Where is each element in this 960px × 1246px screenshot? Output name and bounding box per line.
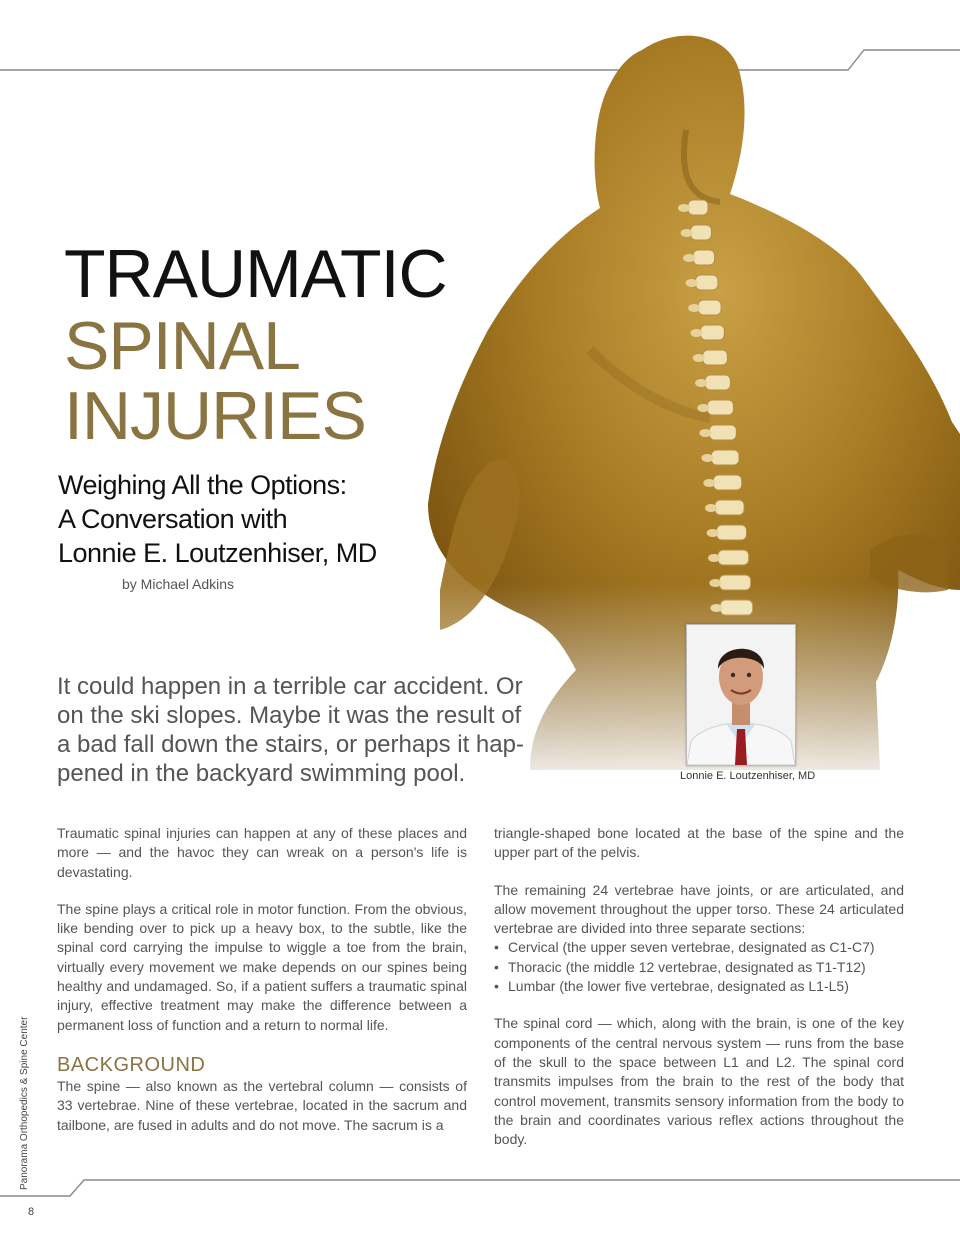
subtitle [58,468,438,570]
title-line-3: INJURIES [64,378,366,454]
lead-paragraph [57,672,537,788]
list-item: • Thoracic (the middle 12 vertebrae, designated as T1-T12) [494,958,904,977]
publication-name-vertical: Panorama Orthopedics & Spine Center [19,1016,30,1190]
photo-caption: Lonnie E. Loutzenhiser, MD [680,770,816,782]
list-item: • Cervical (the upper seven vertebrae, designated as C1-C7) [494,938,904,957]
subtitle-line-3: Lonnie E. Loutzenhiser, MD [58,538,377,568]
vertebrae-section-list [494,938,904,996]
title-line-1: TRAUMATIC [64,236,447,312]
lead-line-1: It could happen in a terrible car accident. Or [57,673,523,700]
body-column-right [494,824,904,1167]
body-paragraph: triangle-shaped bone located at the base of the spine and the upper part of the pelvis. [494,825,904,861]
lead-line-2: on the ski slopes. Maybe it was the result of [57,702,522,729]
body-paragraph: Traumatic spinal injuries can happen at any of these places and more — and the havoc they can wreak on a person's life is devastating. [57,825,467,880]
lead-line-3: a bad fall down the stairs, or perhaps it hap- [57,731,524,758]
section-heading-background: BACKGROUND [57,1053,206,1076]
body-paragraph: The spine — also known as the vertebral column — consists of 33 vertebrae. Nine of these vertebrae, located in the sacrum and tailbone, are fused in adults and do not move. The sacrum is a [57,1077,467,1133]
subtitle-line-1: Weighing All the Options: [58,470,347,500]
page-number: 8 [28,1206,35,1218]
body-column-left [57,824,467,1153]
bottom-rule [0,1178,960,1202]
lead-line-4: pened in the backyard swimming pool. [57,760,466,787]
title-line-2: SPINAL [64,308,300,384]
body-paragraph: The spinal cord — which, along with the brain, is one of the key components of the central nervous system — runs from the base of the skull to the space between L1 and L2. The spinal cord transmits impulses from the brain to the rest of the body that control movement, transmits sensory information from the body to the brain and coordinates various reflex actions throughout the body. [494,1015,904,1148]
subtitle-line-2: A Conversation with [58,504,288,534]
doctor-portrait [686,624,796,766]
body-paragraph: The remaining 24 vertebrae have joints, or are articulated, and allow movement throughout the upper torso. These 24 articulated vertebrae are divided into three separate sections: [494,881,904,937]
body-paragraph: The spine plays a critical role in motor function. From the obvious, like bending over to pick up a heavy box, to the subtle, like the spinal cord carrying the impulse to wiggle a toe from the brain, virtually every movement we make depends on our spines being healthy and undamaged. So, if a patient suffers a traumatic spinal injury, effective treatment may make the difference between a permanent loss of function and a return to normal life. [57,900,467,1033]
byline: by Michael Adkins [122,576,235,592]
list-item: • Lumbar (the lower five vertebrae, designated as L1-L5) [494,977,904,996]
